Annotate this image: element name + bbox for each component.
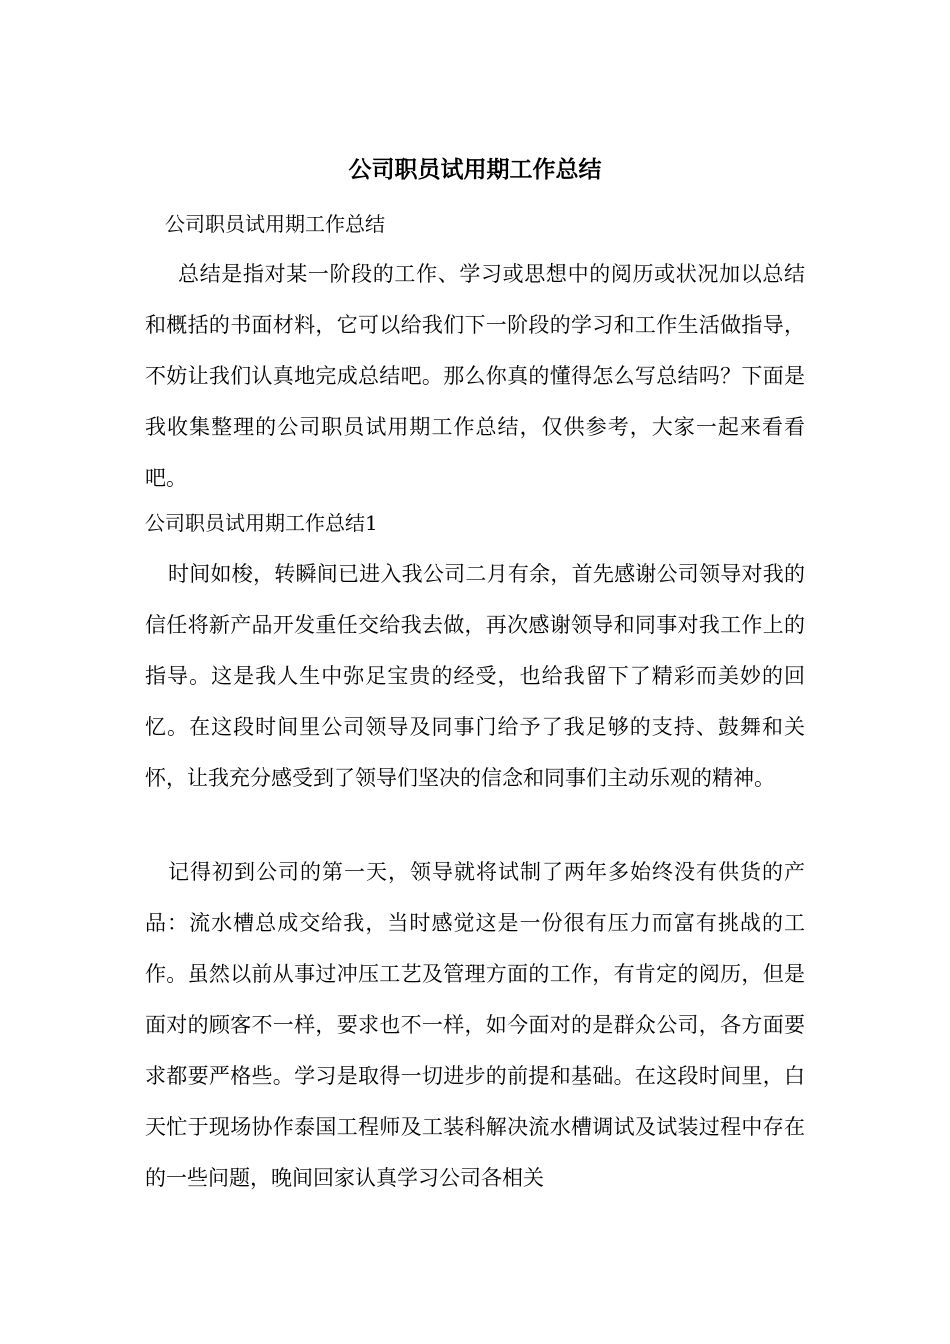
section-heading: 公司职员试用期工作总结1 bbox=[145, 511, 378, 535]
body-paragraph-2: 记得初到公司的第一天，领导就将试制了两年多始终没有供货的产品：流水槽总成交给我，当时感觉这是一份很有压力而富有挑战的工作。虽然以前从事过冲压工艺及管理方面的工作，有肯定的阅历，但是面对的顾客不一样，要求也不一样，如今面对的是群众公司，各方面要求都要严格些。学习是取得一切进步的前提和基础。在这段时间里，白天忙于现场协作泰国工程师及工装科解决流水槽调试及试装过程中存在的一些问题，晚间回家认真学习公司各相关 bbox=[145, 860, 805, 1190]
body-paragraph-1: 时间如梭，转瞬间已进入我公司二月有余，首先感谢公司领导对我的信任将新产品开发重任交给我去做，再次感谢领导和同事对我工作上的指导。这是我人生中弥足宝贵的经受，也给我留下了精彩而美妙的回忆。在这段时间里公司领导及同事门给予了我足够的支持、鼓舞和关怀，让我充分感受到了领导们坚决的信念和同事们主动乐观的精神。 bbox=[145, 562, 805, 790]
intro-paragraph: 总结是指对某一阶段的工作、学习或思想中的阅历或状况加以总结和概括的书面材料，它可以给我们下一阶段的学习和工作生活做指导，不妨让我们认真地完成总结吧。那么你真的懂得怎么写总结吗？下面是我收集整理的公司职员试用期工作总结，仅供参考，大家一起来看看吧。 bbox=[145, 262, 805, 490]
document-subtitle: 公司职员试用期工作总结 bbox=[165, 212, 385, 236]
document-title: 公司职员试用期工作总结 bbox=[348, 156, 602, 183]
